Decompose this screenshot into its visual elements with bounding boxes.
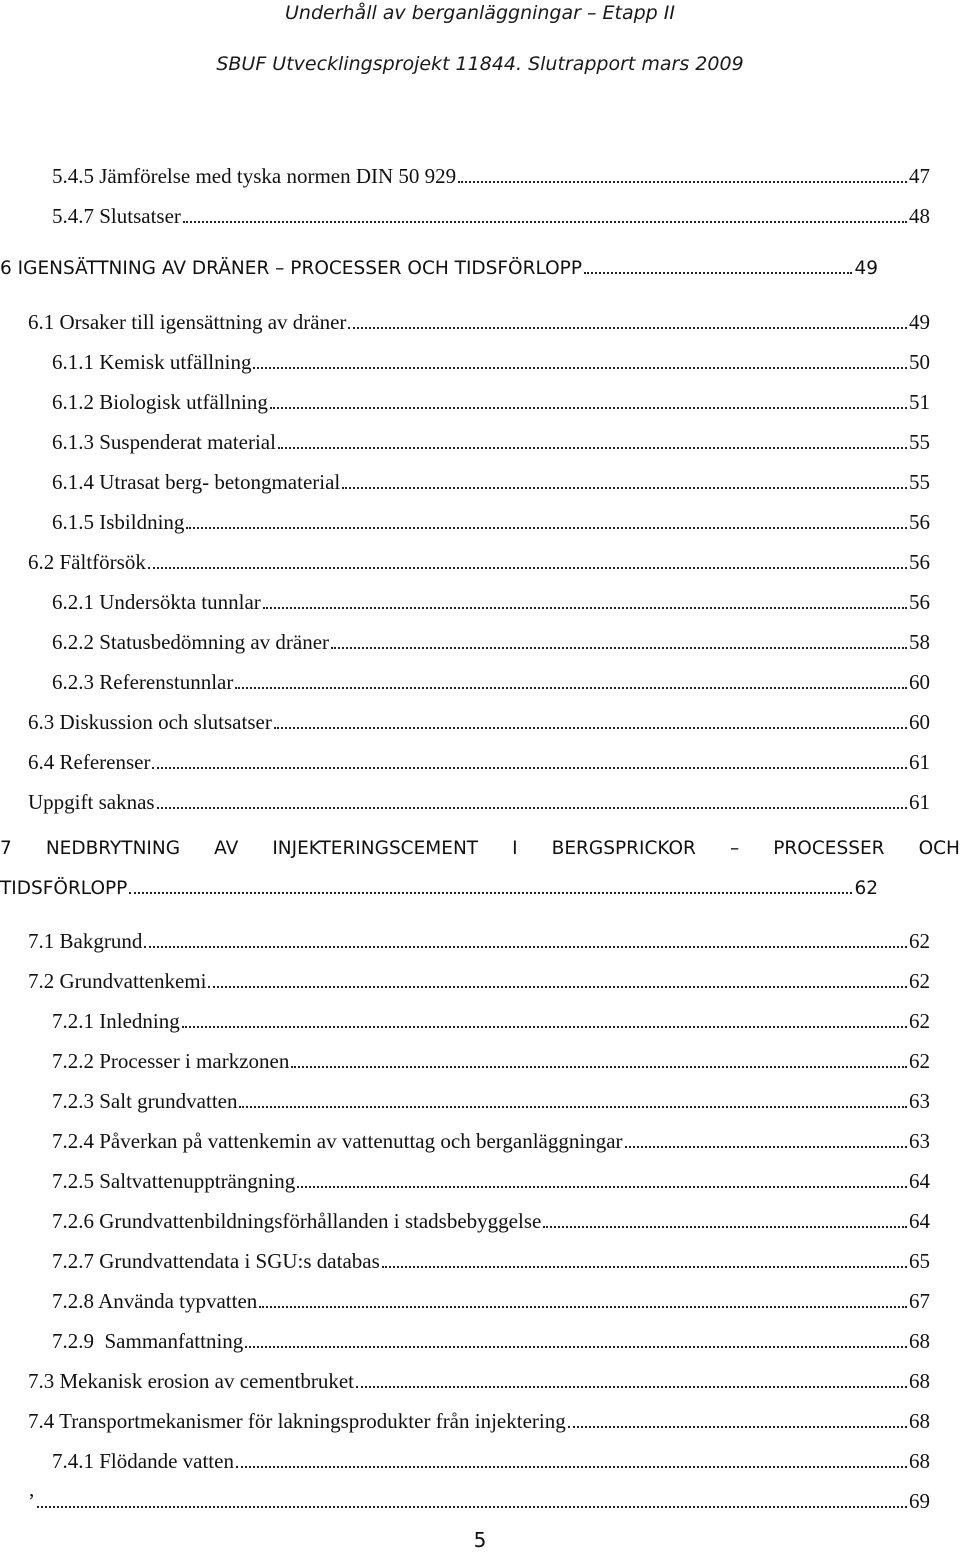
toc-entry[interactable] [52, 661, 930, 693]
toc-entry[interactable] [52, 621, 930, 653]
toc-entry[interactable] [28, 1360, 930, 1392]
toc-leader [152, 767, 907, 769]
toc-entry[interactable] [28, 701, 930, 733]
toc-leader [208, 986, 907, 988]
toc-entry-title: 7.2 Grundvattenkemi [28, 969, 207, 993]
toc-entry-page: 65 [909, 1249, 930, 1273]
toc-entry[interactable] [28, 741, 930, 773]
toc-entry-page: 64 [909, 1169, 930, 1193]
toc-leader [182, 1026, 907, 1028]
toc-entry[interactable] [28, 301, 930, 333]
toc-entry[interactable] [52, 1240, 930, 1272]
toc-leader [278, 447, 907, 449]
toc-entry-title: 5.4.5 Jämförelse med tyska normen DIN 50 929 [52, 164, 457, 188]
toc-entry-title: 6.1.5 Isbildning [52, 510, 185, 534]
toc-leader [235, 687, 907, 689]
toc-leader [297, 1186, 907, 1188]
toc-entry-page: 68 [909, 1449, 930, 1473]
toc-leader [183, 221, 907, 223]
header-subtitle: SBUF Utvecklingsprojekt 11844. Slutrapport mars 2009 [216, 53, 744, 75]
toc-entry-chapter-continued[interactable] [0, 866, 878, 898]
toc-entry-title: TIDSFÖRLOPP [0, 877, 128, 899]
header-title: Underhåll av berganläggningar – Etapp II [285, 2, 675, 24]
toc-entry-title: 6.1.1 Kemisk utfällning [52, 350, 252, 374]
heading-word: 7 [0, 838, 12, 859]
heading-word: AV [214, 838, 239, 859]
toc-entry[interactable] [52, 195, 930, 227]
toc-entry-page: 69 [909, 1489, 930, 1513]
toc-entry[interactable] [52, 1200, 930, 1232]
toc-entry-title: 6.3 Diskussion och slutsatser [28, 710, 272, 734]
toc-entry[interactable] [52, 341, 930, 373]
toc-entry-title: 7.2.7 Grundvattendata i SGU:s databas [52, 1249, 380, 1273]
toc-entry[interactable] [52, 1040, 930, 1072]
heading-word: INJEKTERINGSCEMENT [272, 838, 479, 859]
toc-entry-page: 60 [909, 710, 930, 734]
toc-entry[interactable] [52, 421, 930, 453]
toc-entry-title: 7.2.2 Processer i markzonen [52, 1049, 290, 1073]
toc-entry-title: 7.1 Bakgrund [28, 929, 143, 953]
toc-entry-page: 49 [909, 310, 930, 334]
toc-entry-title: 6.2.1 Undersökta tunnlar [52, 590, 261, 614]
toc-entry[interactable] [52, 1120, 930, 1152]
toc-entry-page: 68 [909, 1409, 930, 1433]
toc-entry-page: 61 [909, 790, 930, 814]
toc-entry-page: 56 [909, 510, 930, 534]
toc-leader [584, 272, 852, 274]
toc-leader [331, 647, 907, 649]
toc-entry-page: 62 [909, 929, 930, 953]
toc-entry[interactable] [52, 1160, 930, 1192]
toc-entry-page: 50 [909, 350, 930, 374]
toc-entry-page: 68 [909, 1369, 930, 1393]
toc-entry[interactable] [52, 381, 930, 413]
heading-word: BERGSPRICKOR [551, 838, 696, 859]
toc-entry-title: 7.4.1 Flödande vatten [52, 1449, 234, 1473]
toc-entry[interactable] [28, 781, 930, 813]
toc-entry-title: 7.2.6 Grundvattenbildningsförhållanden i stadsbebyggelse [52, 1209, 542, 1233]
heading-word: NEDBRYTNING [45, 838, 181, 859]
toc-entry[interactable] [28, 541, 930, 573]
toc-entry-title: 7.2.1 Inledning [52, 1009, 180, 1033]
toc-entry-page: 64 [909, 1209, 930, 1233]
toc-entry[interactable] [52, 581, 930, 613]
toc-entry-page: 56 [909, 550, 930, 574]
toc-entry-title: 6.4 Referenser [28, 750, 151, 774]
toc-entry[interactable] [52, 1440, 930, 1472]
toc-leader [253, 367, 907, 369]
toc-entry-title: 7.4 Transportmekanismer för lakningsprodukter från injektering [28, 1409, 566, 1433]
toc-entry-title: 7.2.9 Sammanfattning [52, 1329, 244, 1353]
toc-entry[interactable] [52, 1320, 930, 1352]
toc-entry-title: 6.1 Orsaker till igensättning av dräner [28, 310, 347, 334]
toc-entry-chapter-heading[interactable] [0, 840, 960, 859]
toc-leader [568, 1426, 907, 1428]
toc-entry-chapter[interactable] [0, 246, 878, 278]
toc-entry[interactable] [28, 960, 930, 992]
toc-entry-title: 6.2.3 Referenstunnlar [52, 670, 234, 694]
toc-entry-page: 62 [909, 1009, 930, 1033]
toc-entry-title: ’ [28, 1489, 35, 1513]
toc-leader [348, 327, 907, 329]
toc-entry-page: 56 [909, 590, 930, 614]
heading-word: PROCESSER [773, 838, 885, 859]
toc-entry[interactable] [52, 155, 930, 187]
heading-word: I [512, 838, 518, 859]
toc-leader [239, 1106, 907, 1108]
toc-entry[interactable] [28, 920, 930, 952]
heading-word: OCH [918, 838, 960, 859]
page-number: 5 [473, 1528, 487, 1552]
toc-leader [458, 181, 907, 183]
toc-entry-page: 67 [909, 1289, 930, 1313]
toc-entry-title: 7.2.8 Använda typvatten [52, 1289, 258, 1313]
toc-entry[interactable] [28, 1400, 930, 1432]
toc-leader [342, 487, 907, 489]
toc-entry-page: 63 [909, 1089, 930, 1113]
toc-entry-title: 7.3 Mekanisk erosion av cementbruket [28, 1369, 354, 1393]
toc-entry-title: 6.2.2 Statusbedömning av dräner [52, 630, 330, 654]
toc-leader [144, 946, 907, 948]
toc-leader [291, 1066, 907, 1068]
toc-entry-title: 6 IGENSÄTTNING AV DRÄNER – PROCESSER OCH TIDSFÖRLOPP [0, 257, 582, 279]
toc-entry[interactable] [28, 1480, 930, 1512]
toc-entry-page: 55 [909, 430, 930, 454]
toc-entry-page: 68 [909, 1329, 930, 1353]
toc-entry-page: 55 [909, 470, 930, 494]
toc-leader [356, 1386, 907, 1388]
toc-entry-page: 47 [909, 164, 930, 188]
toc-entry-title: 6.1.2 Biologisk utfällning [52, 390, 268, 414]
toc-entry[interactable] [52, 1280, 930, 1312]
toc-entry-title: Uppgift saknas [28, 790, 155, 814]
toc-entry-page: 63 [909, 1129, 930, 1153]
toc-leader [148, 567, 907, 569]
toc-entry[interactable] [52, 1080, 930, 1112]
toc-entry-page: 62 [854, 877, 878, 899]
toc-leader [245, 1346, 907, 1348]
toc-leader [129, 892, 852, 894]
toc-entry-page: 62 [909, 1049, 930, 1073]
toc-entry-page: 48 [909, 204, 930, 228]
toc-entry-page: 62 [909, 969, 930, 993]
toc-entry-title: 6.1.3 Suspenderat material [52, 430, 276, 454]
toc-leader [270, 407, 907, 409]
toc-entry-page: 58 [909, 630, 930, 654]
toc-entry-title: 7.2.4 Påverkan på vattenkemin av vattenuttag och berganläggningar [52, 1129, 623, 1153]
toc-entry[interactable] [52, 1000, 930, 1032]
heading-word: – [729, 838, 740, 859]
toc-leader [382, 1266, 907, 1268]
toc-leader [236, 1466, 907, 1468]
toc-entry-title: 7.2.5 Saltvattenuppträngning [52, 1169, 296, 1193]
toc-entry[interactable] [52, 501, 930, 533]
toc-entry-title: 5.4.7 Slutsatser [52, 204, 181, 228]
toc-entry-page: 60 [909, 670, 930, 694]
toc-entry-title: 7.2.3 Salt grundvatten [52, 1089, 238, 1113]
toc-entry-page: 61 [909, 750, 930, 774]
toc-entry-page: 49 [854, 257, 878, 279]
toc-leader [37, 1506, 907, 1508]
toc-leader [274, 727, 907, 729]
toc-leader [259, 1306, 907, 1308]
toc-leader [186, 527, 907, 529]
toc-leader [543, 1226, 907, 1228]
toc-leader [625, 1146, 907, 1148]
toc-entry[interactable] [52, 461, 930, 493]
toc-entry-page: 51 [909, 390, 930, 414]
toc-leader [263, 607, 907, 609]
toc-entry-title: 6.1.4 Utrasat berg- betongmaterial [52, 470, 341, 494]
toc-entry-title: 6.2 Fältförsök [28, 550, 146, 574]
toc-leader [157, 807, 907, 809]
